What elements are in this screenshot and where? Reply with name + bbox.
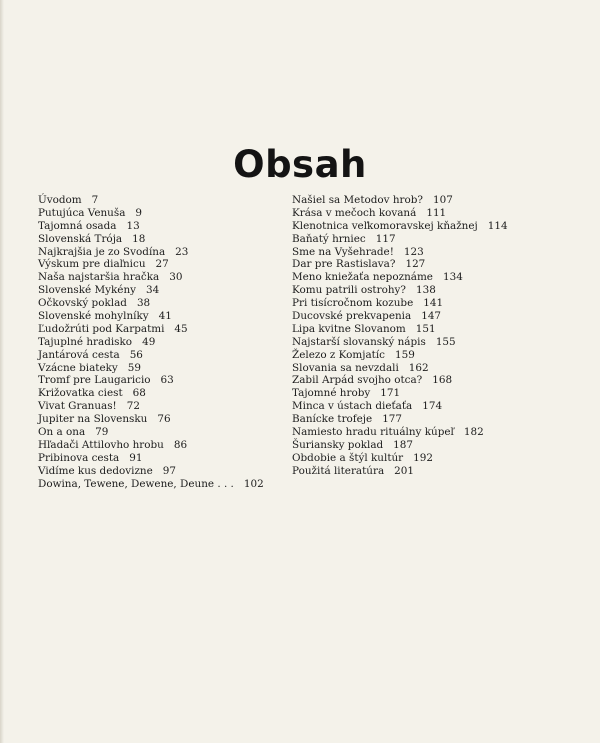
toc-entry [292,271,532,284]
toc-left-column [38,194,268,490]
toc-entry-page: 127 [405,258,426,271]
toc-entry [292,426,532,439]
toc-entry-page: 13 [126,219,140,232]
toc-entry-title: Najkrajšia je zo Svodína [38,245,166,258]
toc-entry [38,297,268,310]
toc-entry-page: 91 [129,451,143,464]
toc-entry-title: Klenotnica veľkomoravskej kňažnej [292,219,478,232]
toc-entry-title: Tromf pre Laugaricio [38,374,151,387]
toc-entry [38,336,268,349]
toc-entry-page: 134 [442,271,463,284]
toc-entry [292,374,532,387]
toc-entry [292,284,532,297]
toc-entry-page: 7 [91,194,99,206]
toc-entry-title: Dowina, Tewene, Dewene, Deune . . . [38,477,234,490]
toc-entry-page: 138 [415,284,436,297]
toc-entry-title: Ľudožrúti pod Karpatmi [38,322,165,335]
toc-entry-title: Vzácne biateky [38,361,118,374]
toc-entry-page: 117 [375,232,396,245]
toc-entry-title: Tajomná osada [38,219,117,232]
page-title: Obsah [233,142,367,186]
toc-entry-title: Hľadači Attilovho hrobu [38,438,164,451]
toc-entry-page: 30 [169,271,183,284]
toc-entry [292,349,532,362]
toc-entry-title: Ducovské prekvapenia [292,310,412,323]
toc-entry-page: 41 [158,310,172,323]
toc-entry-title: Pribinova cesta [38,451,120,464]
toc-entry-page: 79 [95,426,109,439]
toc-entry-title: Putujúca Venuša [38,206,126,219]
toc-entry-page: 192 [413,451,433,464]
toc-entry-page: 114 [487,219,508,232]
toc-entry-title: Slovania sa nevzdali [292,361,399,374]
toc-entry [38,439,268,452]
toc-entry [292,362,532,375]
toc-entry [38,426,268,439]
toc-entry-title: Minca v ústach dieťaťa [292,400,413,413]
toc-right-column [292,194,532,478]
toc-entry [292,413,532,426]
toc-entry-page: 107 [432,194,453,206]
toc-entry-page: 38 [136,297,151,310]
toc-entry-title: Komu patrili ostrohy? [292,284,406,297]
toc-entry-page: 18 [132,232,146,245]
toc-entry [292,310,532,323]
toc-entry-title: Slovenská Trója [38,232,123,245]
toc-entry-page: 111 [426,206,447,219]
toc-entry [38,413,268,426]
toc-entry-page: 174 [422,400,443,413]
toc-entry-page: 86 [173,438,188,451]
toc-entry [38,246,268,259]
toc-entry-title: Pri tisícročnom kozube [292,297,414,310]
toc-entry [292,233,532,246]
toc-entry [38,233,268,246]
toc-entry [292,387,532,400]
toc-entry-title: Slovenské Mykény [38,284,137,297]
toc-entry-page: 72 [126,400,140,413]
toc-entry [38,271,268,284]
toc-entry-page: 45 [174,322,188,335]
toc-entry [292,439,532,452]
toc-entry-page: 162 [408,361,429,374]
toc-entry-title: Tajomné hroby [292,387,371,400]
toc-entry [38,323,268,336]
toc-entry-title: Jantárová cesta [38,348,120,361]
toc-entry [38,207,268,220]
toc-entry-page: 49 [142,335,156,348]
toc-entry-page: 155 [435,335,456,348]
toc-entry-page: 159 [394,348,415,361]
toc-entry-page: 187 [393,438,414,451]
toc-entry-page: 182 [463,426,484,439]
toc-entry [38,258,268,271]
toc-entry-title: Jupiter na Slovensku [38,413,148,426]
page-edge [0,0,4,743]
toc-entry-title: Lipa kvitne Slovanom [292,322,406,335]
toc-entry [38,194,268,207]
toc-entry-title: Výskum pre diaľnicu [38,258,146,271]
toc-entry-title: Zabil Arpád svojho otca? [292,374,423,387]
toc-entry-title: Baňatý hrniec [292,232,366,245]
toc-entry-title: Sme na Vyšehrade! [292,245,394,258]
toc-entry-title: Obdobie a štýl kultúr [292,451,404,464]
toc-entry-title: Vidíme kus dedovizne [38,464,153,477]
toc-entry-title: Banícke trofeje [292,413,373,426]
toc-entry [38,452,268,465]
toc-entry [38,400,268,413]
toc-entry [292,194,532,207]
toc-entry-page: 201 [394,464,414,477]
toc-entry-page: 59 [127,361,142,374]
toc-entry-title: Meno kniežaťa nepoznáme [292,271,433,284]
toc-entry-title: Tajuplné hradisko [38,335,133,348]
toc-entry [292,297,532,310]
toc-entry-page: 177 [382,413,403,426]
toc-entry [38,362,268,375]
toc-entry [292,207,532,220]
toc-entry-page: 97 [162,464,176,477]
toc-entry-title: Vivat Granuas! [38,400,117,413]
toc-entry-page: 34 [146,284,160,297]
toc-entry-page: 151 [415,322,436,335]
toc-entry [38,465,268,478]
toc-entry-title: Krása v mečoch kovaná [292,206,417,219]
toc-entry [38,387,268,400]
toc-entry-page: 63 [160,374,174,387]
toc-entry [292,452,532,465]
toc-entry-page: 56 [129,348,143,361]
toc-entry-title: Úvodom [38,194,82,206]
toc-entry [38,478,268,491]
toc-entry-title: Namiesto hradu rituálny kúpeľ [292,426,454,439]
toc-entry-title: Slovenské mohylníky [38,310,149,323]
toc-entry-page: 27 [155,258,169,271]
toc-entry-page: 141 [423,297,444,310]
toc-entry [38,349,268,362]
toc-entry [292,400,532,413]
toc-entry-page: 9 [135,206,143,219]
toc-entry-title: Dar pre Rastislava? [292,258,396,271]
toc-entry-page: 123 [403,245,424,258]
toc-entry-title: On a ona [38,426,86,439]
toc-entry-title: Našiel sa Metodov hrob? [292,194,423,206]
toc-entry-title: Použitá literatúra [292,464,385,477]
toc-entry-title: Najstarší slovanský nápis [292,335,426,348]
toc-entry [292,258,532,271]
toc-entry [292,336,532,349]
toc-entry-page: 147 [421,310,442,323]
toc-entry-title: Šuriansky poklad [292,438,384,451]
toc-entry [38,310,268,323]
toc-entry-page: 23 [175,245,189,258]
toc-entry-page: 76 [157,413,171,426]
toc-entry-page: 171 [380,387,401,400]
toc-entry-page: 68 [132,387,146,400]
toc-entry-title: Križovatka ciest [38,387,123,400]
toc-entry [292,323,532,336]
toc-entry [38,284,268,297]
toc-entry-title: Naša najstaršia hračka [38,271,160,284]
toc-entry [292,246,532,259]
toc-entry-title: Železo z Komjatíc [292,348,385,361]
toc-entry-title: Očkovský poklad [38,297,127,310]
toc-entry-page: 102 [243,477,264,490]
toc-entry [292,220,532,233]
toc-entry [38,220,268,233]
toc-entry-page: 168 [432,374,453,387]
toc-entry [38,374,268,387]
toc-entry [292,465,532,478]
